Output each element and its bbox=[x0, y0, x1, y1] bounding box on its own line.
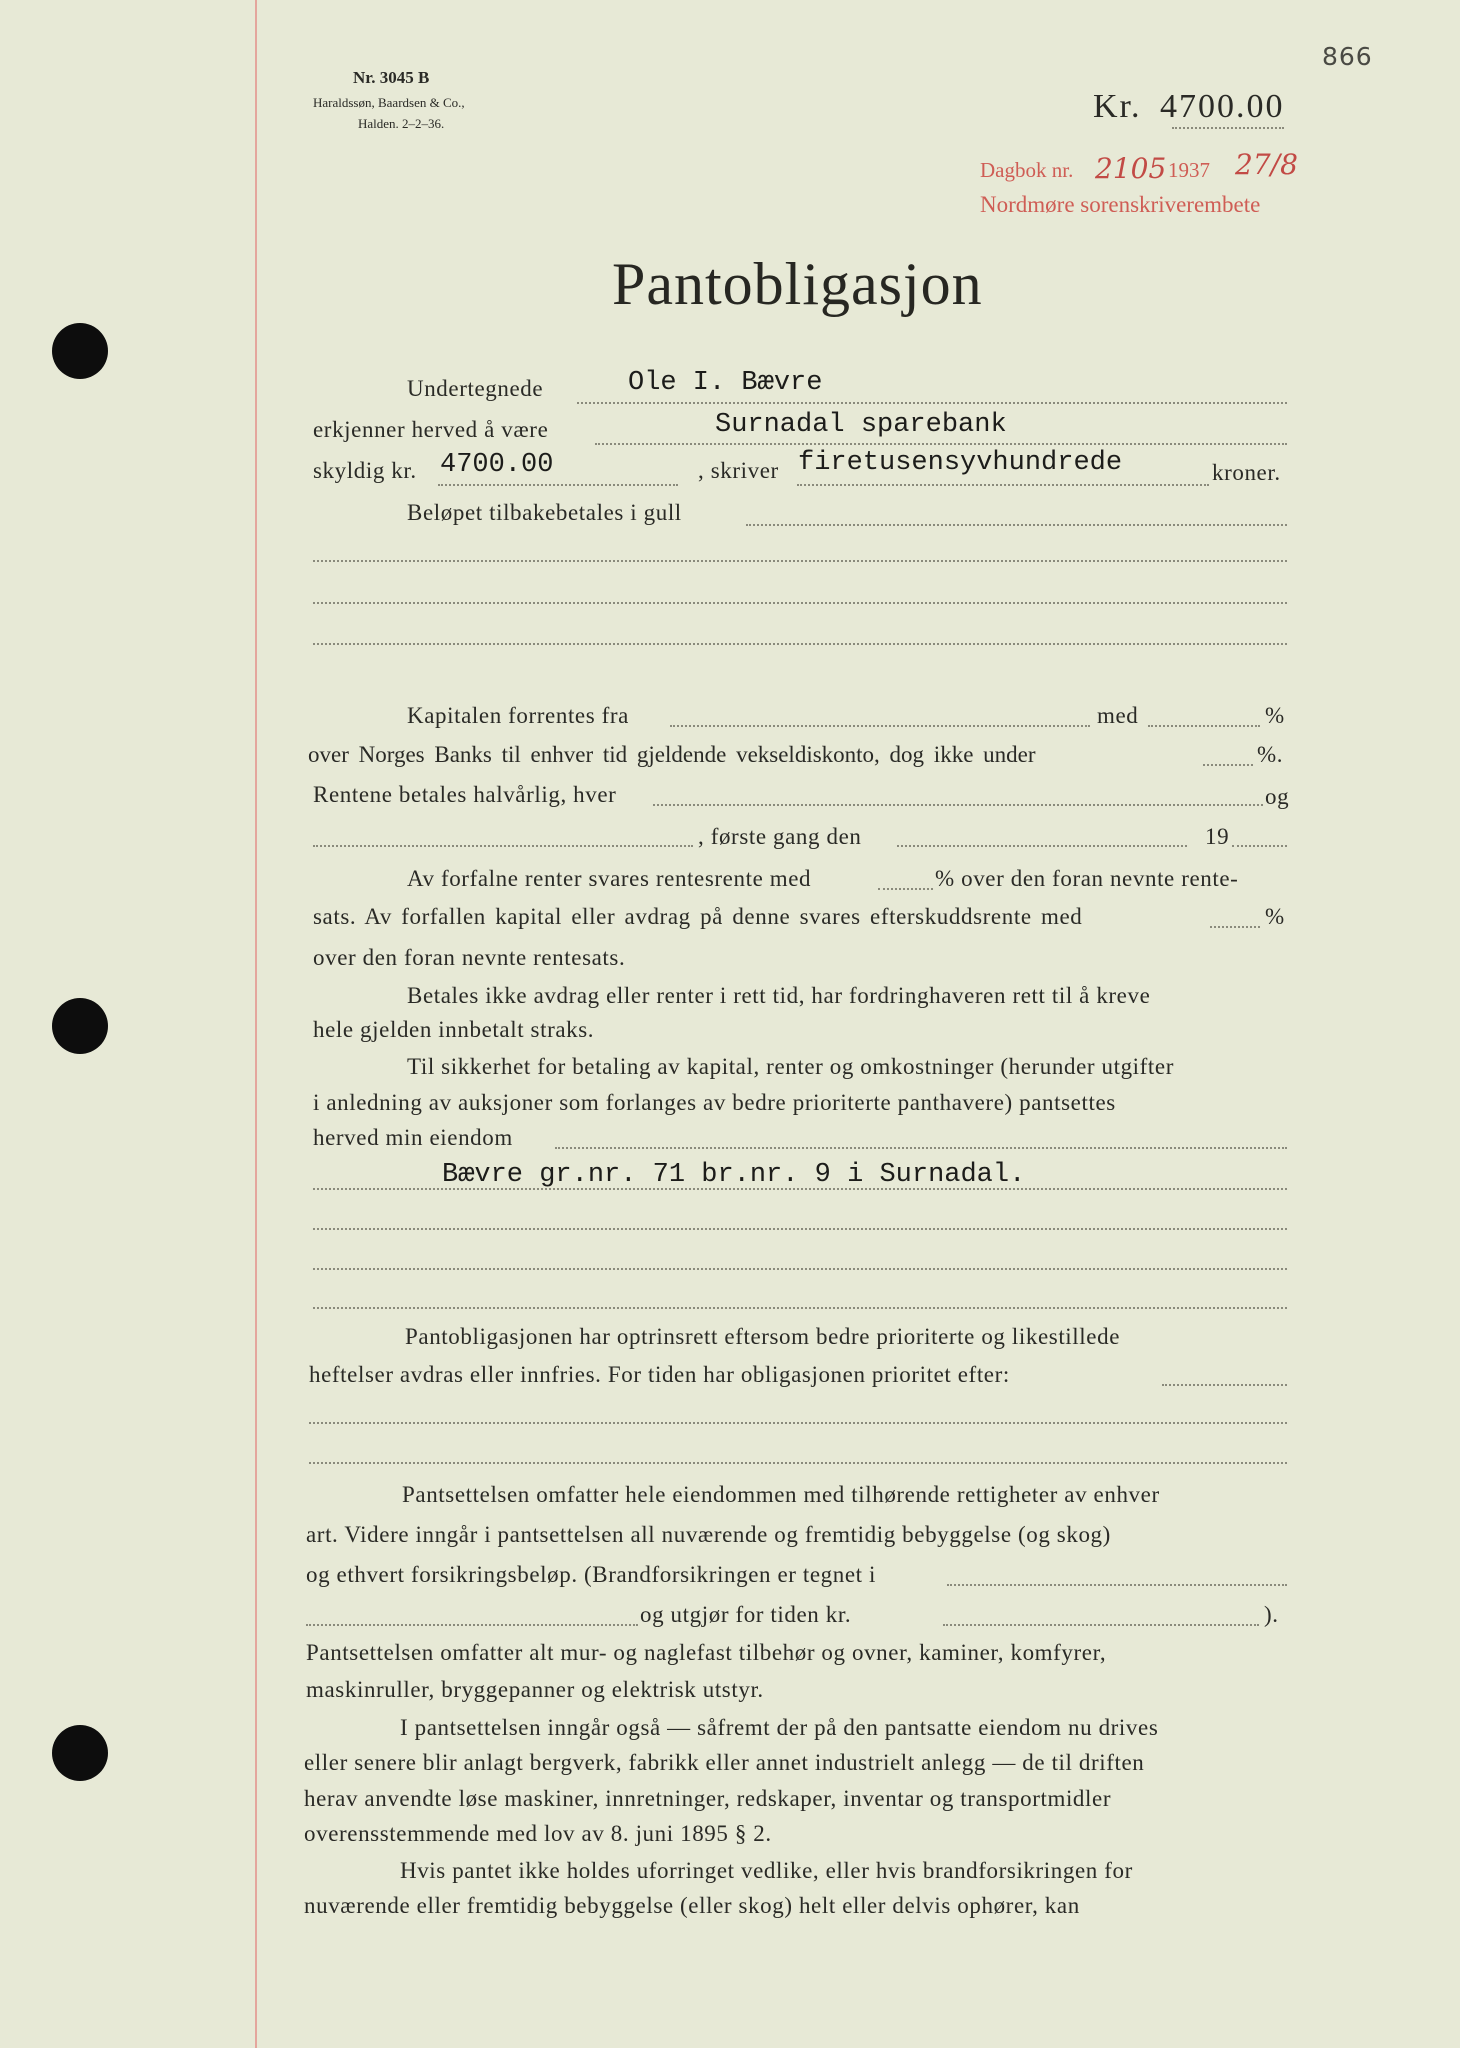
rate-line bbox=[1148, 725, 1260, 727]
page-number: 866 bbox=[1322, 42, 1373, 71]
amount-header-prefix: Kr. bbox=[1093, 88, 1142, 125]
stamp-dagbok-number: 2105 bbox=[1095, 152, 1167, 185]
omfatter-line-2: art. Videre inngår i pantsettelsen all nuværende og fremtidig bebyggelse (og skog) bbox=[306, 1522, 1111, 1547]
skriver-label: , skriver bbox=[698, 458, 779, 483]
amount-field: 4700.00 bbox=[440, 450, 554, 480]
creditor-field: Surnadal sparebank bbox=[715, 410, 1007, 440]
sikkerhet-line-3: herved min eiendom bbox=[313, 1125, 513, 1150]
forste-gang-pre-line bbox=[313, 845, 693, 847]
amount-line bbox=[438, 484, 678, 486]
pantet-line-2: nuværende eller fremtidig bebyggelse (eller skog) helt eller delvis ophører, kan bbox=[304, 1893, 1080, 1918]
punch-hole-bottom bbox=[52, 1725, 108, 1781]
forfalne-line-3: over den foran nevnte rentesats. bbox=[313, 945, 626, 970]
blank-line-2 bbox=[313, 602, 1287, 604]
prioritet-line bbox=[1162, 1384, 1287, 1386]
optrinsrett-line-1: Pantobligasjonen har optrinsrett eftersom bedre prioriterte og likestillede bbox=[405, 1324, 1120, 1349]
kapitalen-med: med bbox=[1097, 703, 1139, 728]
stamp-office: Nordmøre sorenskriverembete bbox=[980, 192, 1261, 217]
interest-line-2 bbox=[308, 742, 1208, 768]
pantet-line-1: Hvis pantet ikke holdes uforringet vedlike, eller hvis brandforsikringen for bbox=[400, 1858, 1133, 1883]
amount-words-line bbox=[797, 484, 1209, 486]
amount-words-field: firetusensyvhundrede bbox=[798, 448, 1123, 478]
year-line bbox=[1232, 845, 1287, 847]
efterskudd-line bbox=[1210, 926, 1260, 928]
betales-line-2: hele gjelden innbetalt straks. bbox=[313, 1017, 595, 1042]
property-blank-3 bbox=[313, 1307, 1287, 1309]
min-rate-line bbox=[1203, 764, 1253, 766]
betales-line-1: Betales ikke avdrag eller renter i rett tid, har fordringhaveren rett til å kreve bbox=[407, 983, 1151, 1008]
form-number: Nr. 3045 B bbox=[353, 68, 430, 87]
forfalne-line-1a: Av forfalne renter svares rentesrente med bbox=[407, 866, 812, 891]
printer-name: Haraldssøn, Baardsen & Co., bbox=[313, 95, 465, 110]
optrinsrett-line-2: heftelser avdras eller innfries. For tiden har obligasjonen prioritet efter: bbox=[309, 1362, 1010, 1387]
debtor-name-field: Ole I. Bævre bbox=[628, 368, 823, 398]
bergverk-line-2: eller senere blir anlagt bergverk, fabrikk eller annet industrielt anlegg — de til driften bbox=[304, 1750, 1145, 1775]
prioritet-blank-2 bbox=[309, 1462, 1287, 1464]
blank-line-1 bbox=[313, 560, 1287, 562]
sikkerhet-line-1: Til sikkerhet for betaling av kapital, renter og omkostninger (herunder utgifter bbox=[407, 1054, 1174, 1079]
creditor-line bbox=[595, 443, 1287, 445]
stamp-dagbok-label: Dagbok nr. bbox=[980, 158, 1074, 182]
red-margin-line bbox=[255, 0, 257, 2048]
bergverk-line-1: I pantsettelsen inngår også — såfremt der på den pantsatte eiendom nu drives bbox=[400, 1715, 1159, 1740]
document-title: Pantobligasjon bbox=[612, 251, 983, 317]
blank-line-3 bbox=[313, 643, 1287, 645]
erkjenner-label: erkjenner herved å være bbox=[313, 417, 549, 442]
rentene-line bbox=[653, 804, 1263, 806]
omfatter-line-4-end: ). bbox=[1264, 1602, 1279, 1627]
belopet-line bbox=[746, 524, 1287, 526]
utgjor-amount-line bbox=[943, 1624, 1259, 1626]
forfalne-line-2: sats. Av forfallen kapital eller avdrag på denne svares efterskuddsrente med bbox=[313, 904, 1083, 929]
property-blank-2 bbox=[313, 1268, 1287, 1270]
amount-header-value: 4700.00 bbox=[1160, 88, 1285, 125]
forfalne-line-1b: % over den foran nevnte rente- bbox=[935, 866, 1239, 891]
punch-hole-middle bbox=[52, 998, 108, 1054]
year-19-label: 19 bbox=[1205, 824, 1230, 849]
punch-hole-top bbox=[52, 323, 108, 379]
bergverk-line-3: herav anvendte løse maskiner, innretninger, redskaper, inventar og transportmidler bbox=[304, 1786, 1112, 1811]
amount-header-dots bbox=[1172, 127, 1284, 129]
norges-bank-text: over Norges Banks til enhver tid gjeldende vekseldiskonto, dog ikke under bbox=[308, 742, 1036, 767]
printer-place-date: Halden. 2–2–36. bbox=[358, 116, 445, 131]
stamp-year: 1937 bbox=[1168, 158, 1210, 182]
forsikring-line bbox=[947, 1584, 1287, 1586]
forste-gang-date-line bbox=[897, 845, 1187, 847]
kroner-label: kroner. bbox=[1212, 460, 1281, 485]
omfatter-line-4: og utgjør for tiden kr. bbox=[640, 1602, 852, 1627]
undertegnede-label: Undertegnede bbox=[407, 376, 544, 401]
property-blank-1 bbox=[313, 1228, 1287, 1230]
belopet-label: Beløpet tilbakebetales i gull bbox=[407, 500, 682, 525]
murfast-line-1: Pantsettelsen omfatter alt mur- og naglefast tilbehør og ovner, kaminer, komfyrer, bbox=[306, 1640, 1107, 1665]
og-label: og bbox=[1265, 784, 1290, 809]
stamp-date: 27/8 bbox=[1235, 148, 1298, 181]
skyldig-label: skyldig kr. bbox=[313, 458, 417, 483]
forste-gang-label: , første gang den bbox=[698, 824, 862, 849]
prioritet-blank-1 bbox=[309, 1422, 1287, 1424]
murfast-line-2: maskinruller, bryggepanner og elektrisk utstyr. bbox=[306, 1677, 764, 1702]
forfalne-pct: % bbox=[1265, 904, 1285, 929]
property-line bbox=[313, 1188, 1287, 1190]
debtor-name-line bbox=[577, 402, 1287, 404]
utgjor-pre-line bbox=[306, 1624, 638, 1626]
pct-sign-1: % bbox=[1265, 703, 1285, 728]
amount-header bbox=[1093, 88, 1285, 126]
sikkerhet-line-2: i anledning av auksjoner som forlanges av bedre prioriterte panthavere) pantsettes bbox=[313, 1090, 1116, 1115]
omfatter-line-1: Pantsettelsen omfatter hele eiendommen med tilhørende rettigheter av enhver bbox=[402, 1482, 1160, 1507]
eiendom-line bbox=[555, 1147, 1287, 1149]
omfatter-line-3: og ethvert forsikringsbeløp. (Brandforsikringen er tegnet i bbox=[306, 1562, 877, 1587]
bergverk-line-4: overensstemmende med lov av 8. juni 1895 § 2. bbox=[304, 1821, 772, 1846]
rentene-label: Rentene betales halvårlig, hver bbox=[313, 782, 617, 807]
kapitalen-label: Kapitalen forrentes fra bbox=[407, 703, 629, 728]
pct-sign-2: %. bbox=[1257, 742, 1284, 767]
kapitalen-date-line bbox=[670, 725, 1090, 727]
rentesrente-line bbox=[878, 888, 933, 890]
property-field: Bævre gr.nr. 71 br.nr. 9 i Surnadal. bbox=[442, 1160, 1026, 1190]
